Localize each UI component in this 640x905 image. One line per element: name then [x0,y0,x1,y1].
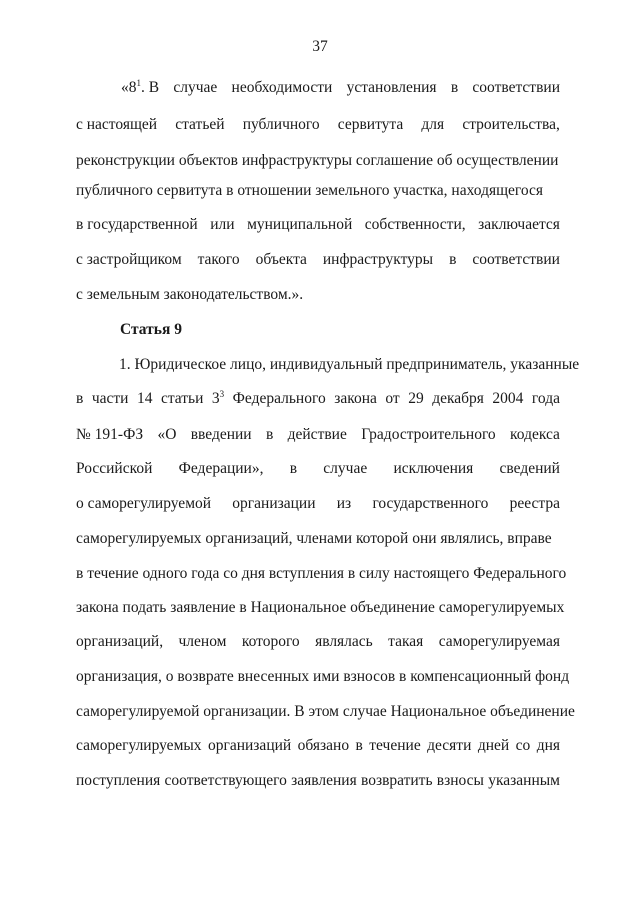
text-line: поступления соответствующего заявления возвратить взносы указанным [76,772,560,789]
text-line: саморегулируемой организации. В этом случае Национальное объединение [76,703,575,720]
text-line: в течение одного года со дня вступления в силу настоящего Федерального [76,565,567,582]
text-line: о саморегулируемой организации из государственного реестра [76,495,560,512]
text-line: организаций, членом которого являлась такая саморегулируемая [76,633,560,650]
text-line: саморегулируемых организаций обязано в течение десяти дней со дня [76,737,560,754]
text-line: с земельным законодательством.». [76,286,304,303]
text-line: «$8^1$. В случае необходимости установления в соответствии [121,78,560,96]
text-line: в части 14 статьи $3^3$ Федерального закона от 29 декабря 2004 года [76,389,560,407]
text-line: с застройщиком такого объекта инфраструктуры в соответствии [76,251,560,268]
text-line: саморегулируемых организаций, членами которой они являлись, вправе [76,530,552,547]
text-line: с настоящей статьей публичного сервитута для строительства, [76,116,560,133]
page-number: 37 [312,38,328,55]
text-line: № 191-ФЗ «О введении в действие Градостроительного кодекса [76,426,560,443]
text-line: реконструкции объектов инфраструктуры соглашение об осуществлении [76,152,559,169]
article-heading: Статья 9 [120,321,182,338]
text-line: Российской Федерации», в случае исключения сведений [76,460,560,477]
text-line: публичного сервитута в отношении земельного участка, находящегося [76,182,544,199]
text-line: 1. Юридическое лицо, индивидуальный предприниматель, указанные [119,356,580,373]
text-line: организация, о возврате внесенных ими взносов в компенсационный фонд [76,668,570,685]
text-line: в государственной или муниципальной собственности, заключается [76,216,560,233]
text-line: закона подать заявление в Национальное объединение саморегулируемых [76,599,565,616]
